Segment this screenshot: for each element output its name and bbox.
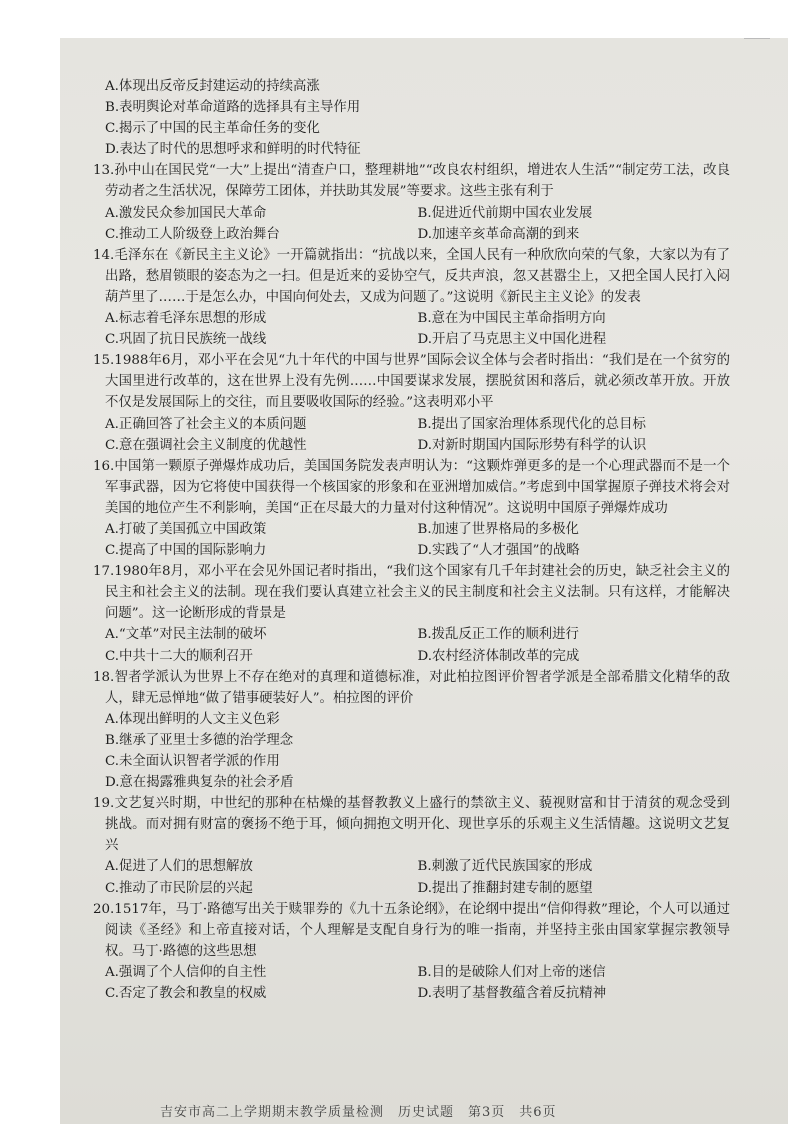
option-b[interactable]: B.刺激了近代民族国家的形成	[417, 859, 593, 875]
option-c[interactable]: C.提高了中国的国际影响力	[105, 543, 267, 559]
options	[105, 414, 730, 456]
question-13	[93, 160, 730, 244]
options	[105, 76, 730, 160]
option-b[interactable]: B.拨乱反正工作的顺利进行	[417, 627, 579, 643]
options	[105, 308, 730, 350]
question-stem	[93, 561, 730, 624]
question-20	[93, 899, 730, 1004]
exam-paper	[60, 38, 788, 1124]
question-number: 20.	[93, 901, 115, 917]
page-footer: 吉安市高二上学期期末教学质量检测 历史试题 第3页 共6页	[160, 1105, 557, 1120]
page-edge-mark	[744, 38, 770, 51]
option-c[interactable]: C.未全面认识智者学派的作用	[105, 754, 280, 769]
option-b[interactable]: B.加速了世界格局的多极化	[417, 521, 579, 537]
question-15	[93, 350, 730, 455]
question-stem	[93, 350, 730, 413]
option-b[interactable]: B.促进近代前期中国农业发展	[417, 205, 593, 221]
question-number: 17.	[93, 564, 115, 580]
options	[105, 519, 730, 561]
option-a[interactable]: A.正确回答了社会主义的本质问题	[105, 416, 307, 432]
option-a[interactable]: A.体现出鲜明的人文主义色彩	[105, 711, 280, 727]
question-text: 文艺复兴时期，中世纪的那种在枯燥的基督教教义上盛行的禁欲主义、藐视财富和甘于清贫的观念受到挑战。而对拥有财富的褒扬不绝于耳，倾向拥抱文明开化、现世享乐的乐观主义生活情趣。这说明文艺复兴	[105, 796, 730, 854]
question-text: 中国第一颗原子弹爆炸成功后，美国国务院发表声明认为：“这颗炸弹更多的是一个心理武器而不是一个军事武器，因为它将使中国获得一个核国家的形象和在亚洲增加威信。”考虑到中国掌握原子弹技术将会对美国的地位产生不利影响，美国“正在尽最大的力量对付这种情况”。这说明中国原子弹爆炸成功	[105, 458, 730, 516]
option-b[interactable]: B.继承了亚里士多德的治学理念	[105, 732, 294, 748]
question-list	[93, 76, 730, 1004]
option-a[interactable]: A.“文革”对民主法制的破坏	[105, 627, 267, 643]
option-d[interactable]: D.加速辛亥革命高潮的到来	[417, 226, 580, 242]
option-a[interactable]: A.促进了人们的思想解放	[105, 859, 253, 875]
question-17	[93, 561, 730, 666]
options	[105, 962, 730, 1004]
question-stem	[93, 793, 730, 856]
question-14	[93, 245, 730, 350]
question-number: 13.	[93, 163, 115, 179]
option-a[interactable]: A.强调了个人信仰的自主性	[105, 964, 267, 980]
option-d[interactable]: D.对新时期国内国际形势有科学的认识	[417, 437, 647, 453]
option-d[interactable]: D.表达了时代的思想呼求和鲜明的时代特征	[105, 142, 361, 158]
options	[105, 203, 730, 245]
question-number: 19.	[93, 796, 115, 812]
question-19	[93, 793, 730, 898]
option-c[interactable]: C.否定了教会和教皇的权威	[105, 986, 267, 1002]
question-stem	[93, 456, 730, 519]
question-18	[93, 667, 730, 794]
option-c[interactable]: C.推动工人阶级登上政治舞台	[105, 226, 280, 242]
question-text: 智者学派认为世界上不存在绝对的真理和道德标准，对此柏拉图评价智者学派是全部希腊文化精华的敌人，肆无忌惮地“做了错事硬装好人”。柏拉图的评价	[105, 669, 730, 706]
question-stem	[93, 160, 730, 202]
option-d[interactable]: D.提出了推翻封建专制的愿望	[417, 880, 593, 896]
option-d[interactable]: D.开启了马克思主义中国化进程	[417, 332, 607, 348]
option-c[interactable]: C.意在强调社会主义制度的优越性	[105, 437, 307, 453]
question-text: 1988年6月，邓小平在会见“九十年代的中国与世界”国际会议全体与会者时指出：“我们是在一个贫穷的大国里进行改革的，这在世界上没有先例……中国要谋求发展，摆脱贫困和落后，就必须改革开放。开放不仅是发展国际上的交往，而且要吸收国际的经验。”这表明邓小平	[105, 353, 730, 411]
option-b[interactable]: B.表明舆论对革命道路的选择具有主导作用	[105, 100, 361, 116]
option-a[interactable]: A.激发民众参加国民大革命	[105, 205, 267, 221]
question-12-continued	[105, 76, 730, 160]
options	[105, 856, 730, 898]
option-a[interactable]: A.体现出反帝反封建运动的持续高涨	[105, 79, 320, 94]
question-number: 14.	[93, 247, 115, 263]
question-text: 毛泽东在《新民主主义论》一开篇就指出：“抗战以来，全国人民有一种欣欣向荣的气象，大家以为有了出路，愁眉锁眼的姿态为之一扫。但是近来的妥协空气，反共声浪，忽又甚嚣尘上，又把全国人民打入闷葫芦里了……于是怎么办，中国向何处去，又成为问题了。”这说明《新民主主义论》的发表	[105, 247, 730, 305]
option-d[interactable]: D.农村经济体制改革的完成	[417, 648, 580, 664]
option-b[interactable]: B.提出了国家治理体系现代化的总目标	[417, 416, 646, 432]
question-number: 16.	[93, 458, 115, 474]
option-c[interactable]: C.巩固了抗日民族统一战线	[105, 332, 267, 348]
options	[105, 709, 730, 793]
question-number: 18.	[93, 669, 115, 685]
question-16	[93, 456, 730, 561]
option-d[interactable]: D.实践了“人才强国”的战略	[417, 543, 580, 559]
option-a[interactable]: A.标志着毛泽东思想的形成	[105, 311, 267, 327]
option-c[interactable]: C.揭示了中国的民主革命任务的变化	[105, 121, 320, 137]
option-d[interactable]: D.表明了基督教蕴含着反抗精神	[417, 986, 607, 1002]
option-d[interactable]: D.意在揭露雅典复杂的社会矛盾	[105, 775, 294, 791]
option-b[interactable]: B.意在为中国民主革命指明方向	[417, 311, 606, 327]
option-a[interactable]: A.打破了美国孤立中国政策	[105, 521, 267, 537]
question-text: 孙中山在国民党“一大”上提出“清查户口，整理耕地”“改良农村组织，增进农人生活”“制定劳工法，改良劳动者之生活状况，保障劳工团体，并扶助其发展”等要求。这些主张有利于	[105, 163, 730, 200]
question-stem	[93, 667, 730, 709]
question-text: 1980年8月，邓小平在会见外国记者时指出，“我们这个国家有几千年封建社会的历史，缺乏社会主义的民主和社会主义的法制。现在我们要认真建立社会主义的民主制度和社会主义法制。只有这样，才能解决问题”。这一论断形成的背景是	[105, 564, 730, 622]
question-stem	[93, 899, 730, 962]
options	[105, 624, 730, 666]
option-b[interactable]: B.目的是破除人们对上帝的迷信	[417, 964, 606, 980]
question-text: 1517年，马丁·路德写出关于赎罪券的《九十五条论纲》，在论纲中提出“信仰得救”理论，个人可以通过阅读《圣经》和上帝直接对话，个人理解是支配自身行为的唯一指南，并坚持主张由国家掌握宗教领导权。马丁·路德的这些思想	[105, 901, 730, 959]
question-stem	[93, 245, 730, 308]
question-number: 15.	[93, 353, 115, 369]
option-c[interactable]: C.推动了市民阶层的兴起	[105, 880, 253, 896]
option-c[interactable]: C.中共十二大的顺利召开	[105, 648, 253, 664]
